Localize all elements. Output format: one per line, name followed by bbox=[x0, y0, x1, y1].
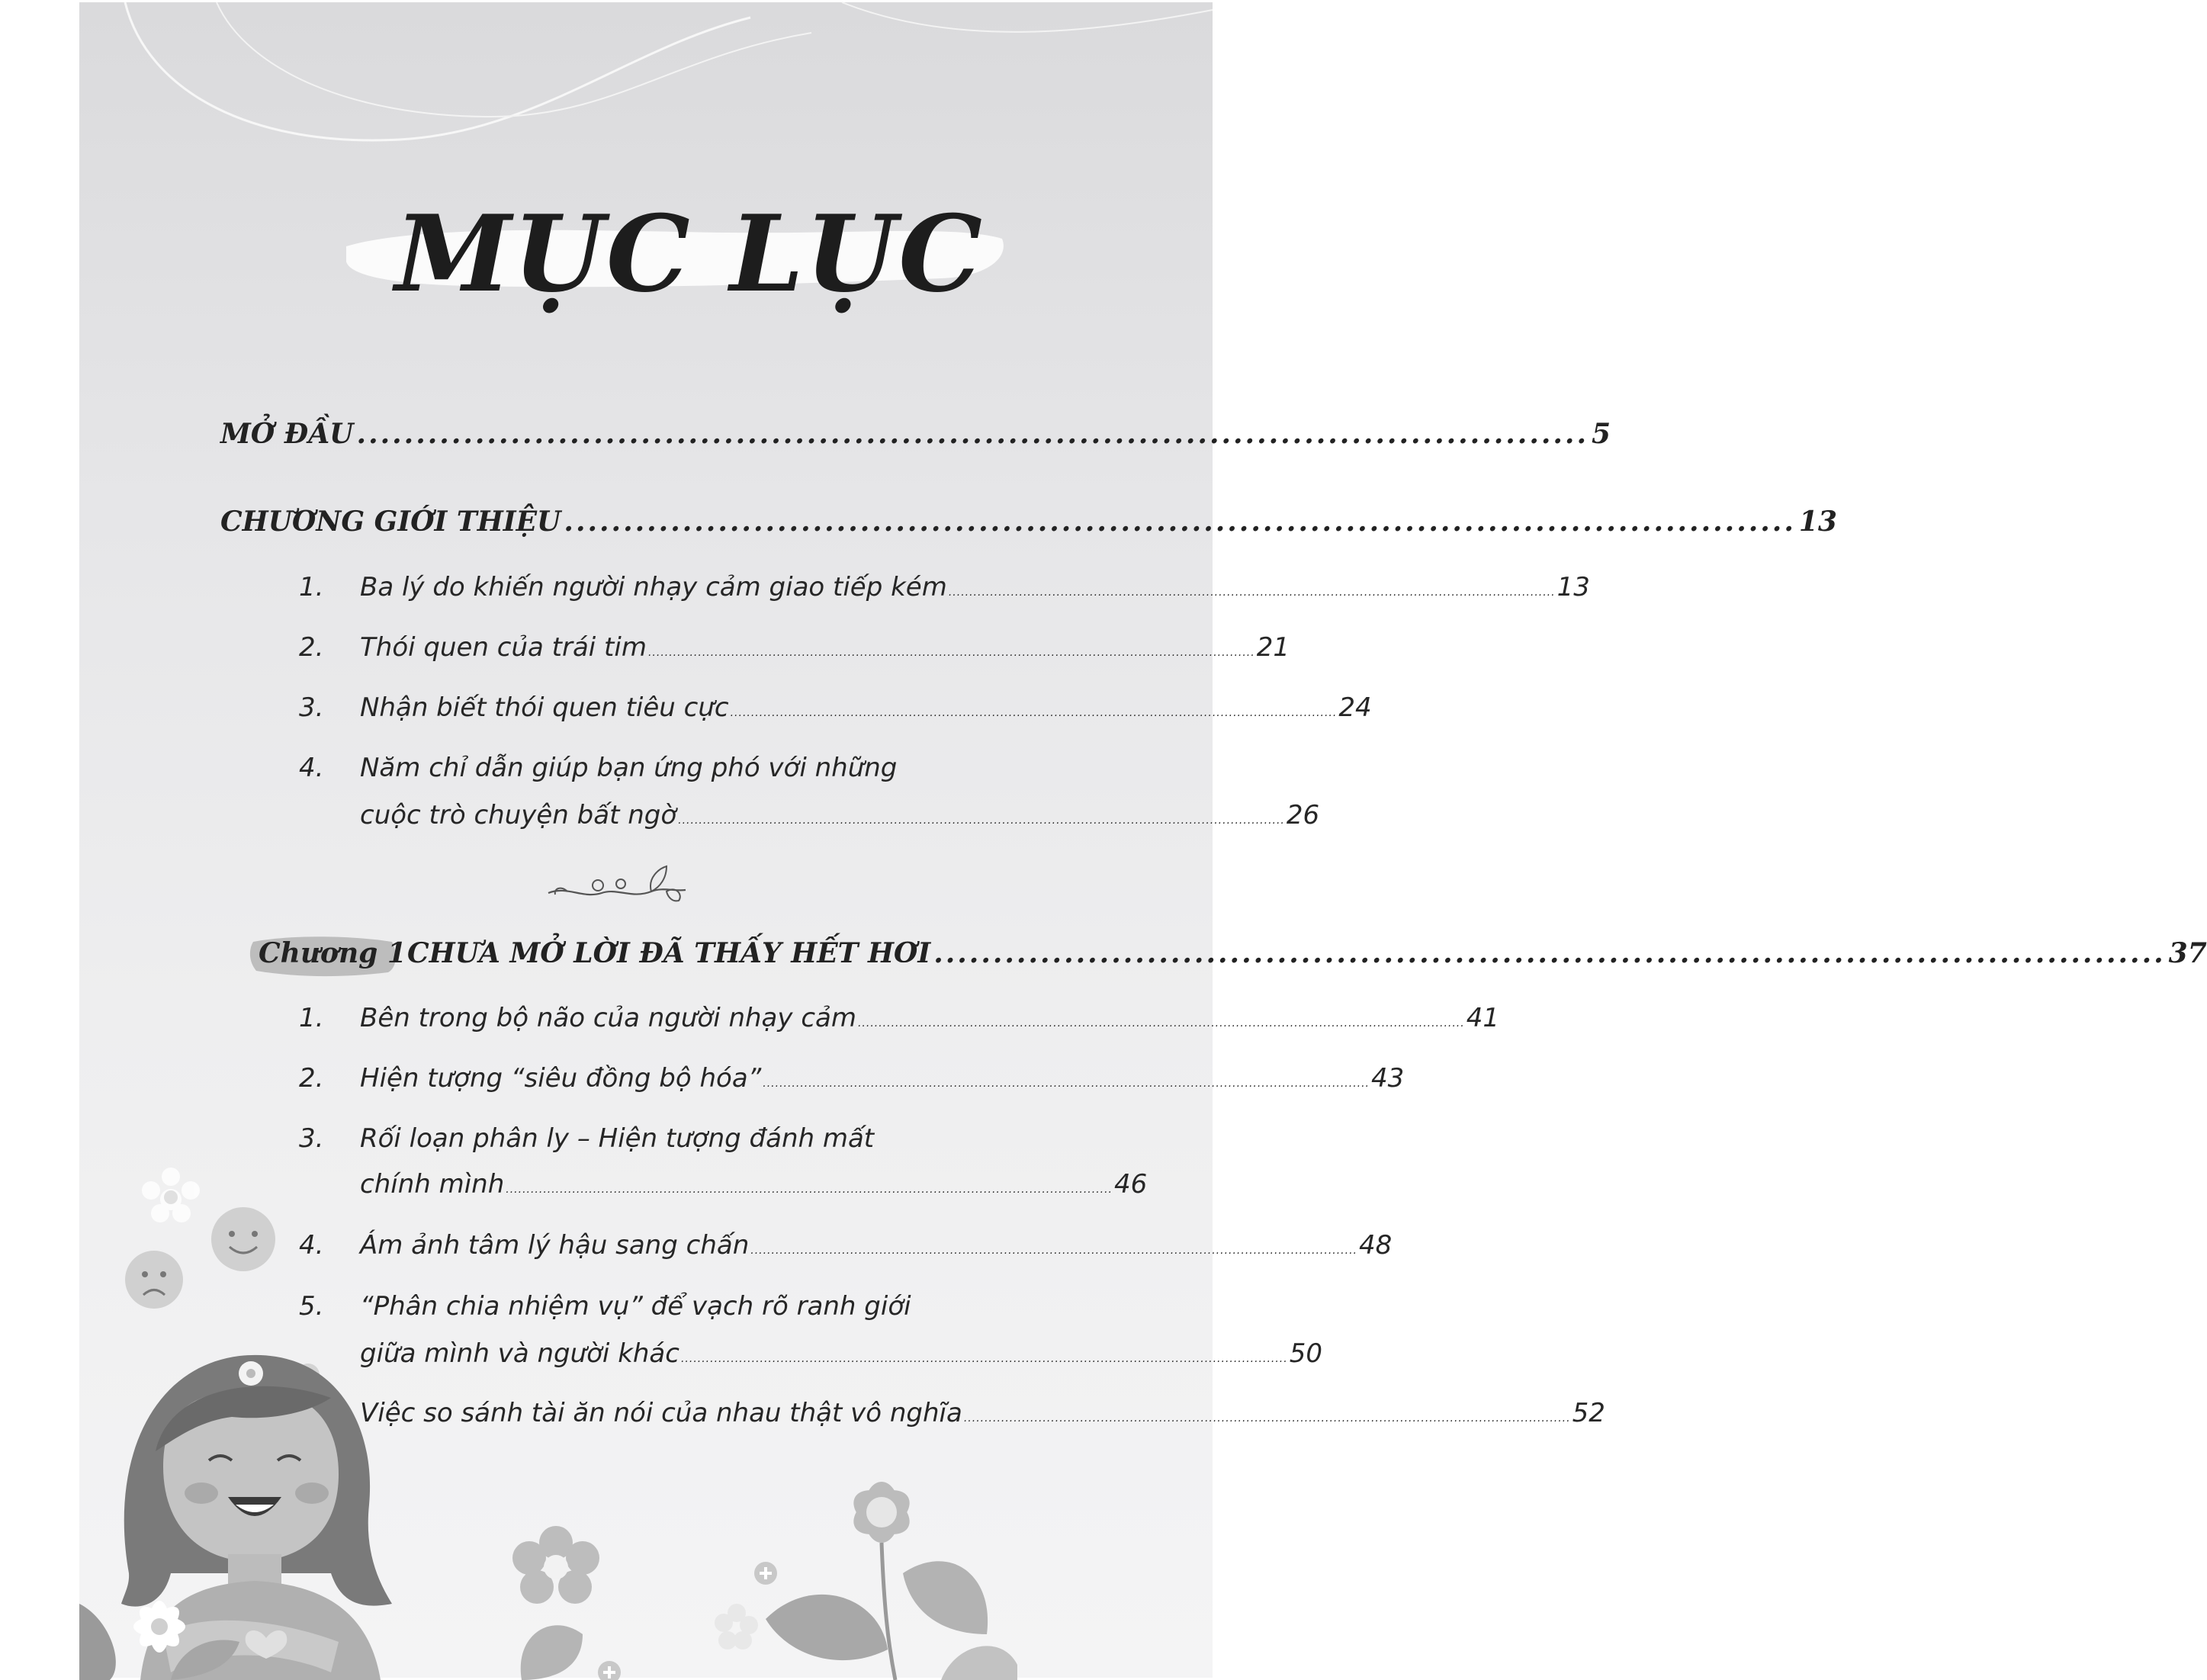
subentry-index: 2. bbox=[299, 1063, 324, 1094]
dot-leader: .................................................................................................................................................. bbox=[948, 586, 1556, 599]
subentry-index: 4. bbox=[299, 753, 324, 783]
subentry-label: Hiện tượng “siêu đồng bộ hóa” bbox=[360, 1063, 762, 1094]
subentry-page-number: 21 bbox=[1256, 632, 1290, 663]
toc-page-number: 5 bbox=[1592, 418, 1611, 450]
toc-page-number: 13 bbox=[1798, 506, 1837, 538]
toc-entry-label: MỞ ĐẦU bbox=[220, 418, 354, 450]
subentry-page-number: 41 bbox=[1466, 1003, 1499, 1033]
subentry-label: Thói quen của trái tim bbox=[360, 632, 647, 663]
subentry-page-number: 50 bbox=[1289, 1338, 1322, 1369]
subentry-page-number: 43 bbox=[1371, 1063, 1405, 1094]
toc-entry-intro[interactable] bbox=[220, 418, 1611, 450]
dot-leader: ........................................................................................................ bbox=[356, 418, 1589, 450]
toc-subentry[interactable] bbox=[299, 632, 1290, 670]
dot-leader: .................................................................................................................................................. bbox=[750, 1245, 1357, 1257]
subentry-page-number: 46 bbox=[1114, 1169, 1148, 1200]
toc-page-number: 37 bbox=[2168, 937, 2207, 969]
subentry-index: 4. bbox=[299, 1230, 324, 1261]
sad-face-icon bbox=[125, 1251, 183, 1309]
toc-subentry[interactable] bbox=[299, 753, 1320, 837]
dot-leader: .................................................................................................................................................. bbox=[680, 1353, 1288, 1365]
plus-icon bbox=[598, 1661, 621, 1680]
dot-leader: .................................................................................................................................................. bbox=[763, 1078, 1370, 1090]
girl-illustration bbox=[79, 1146, 1213, 1680]
toc-entry-label: CHƯA MỞ LỜI ĐÃ THẤY HẾT HƠI bbox=[407, 937, 931, 969]
subentry-label: Rối loạn phân ly – Hiện tượng đánh mất bbox=[360, 1123, 875, 1154]
subentry-index: 1. bbox=[299, 572, 324, 602]
dot-leader: .................................................................................................................................................. bbox=[963, 1412, 1571, 1425]
subentry-label-continued: giữa mình và người khác bbox=[360, 1338, 679, 1369]
subentry-label: Ám ảnh tâm lý hậu sang chấn bbox=[360, 1230, 750, 1261]
subentry-label-continued: chính mình bbox=[360, 1169, 505, 1200]
subentry-label: Bên trong bộ não của người nhạy cảm bbox=[360, 1003, 856, 1033]
subentry-label: Nhận biết thói quen tiêu cực bbox=[360, 692, 729, 723]
toc-entry-chapter-intro[interactable] bbox=[220, 506, 1837, 538]
subentry-label-continued: cuộc trò chuyện bất ngờ bbox=[360, 800, 677, 830]
subentry-page-number: 52 bbox=[1572, 1398, 1605, 1428]
dot-leader: .................................................................................................................................................. bbox=[506, 1184, 1113, 1196]
book-page bbox=[79, 2, 2207, 1678]
dot-leader: .................................................................................................................................................. bbox=[678, 814, 1285, 827]
title-block bbox=[331, 189, 1017, 319]
dot-leader: .................................................................................................................................................. bbox=[647, 647, 1255, 659]
dot-leader: .................................................................................................................................................. bbox=[857, 1017, 1465, 1030]
subentry-page-number: 48 bbox=[1358, 1230, 1393, 1261]
dot-leader: ........................................................................................................ bbox=[564, 506, 1796, 538]
page-title: MỤC LỤC bbox=[394, 191, 985, 316]
vine-ornament bbox=[545, 862, 689, 916]
subentry-index: 3. bbox=[299, 692, 324, 723]
decorative-curves bbox=[79, 2, 1213, 201]
subentry-page-number: 24 bbox=[1338, 692, 1372, 723]
smiley-face-icon bbox=[211, 1207, 275, 1271]
subentry-index: 2. bbox=[299, 632, 324, 663]
plus-icon bbox=[754, 1562, 777, 1585]
subentry-page-number: 13 bbox=[1556, 572, 1590, 602]
subentry-label: Ba lý do khiến người nhạy cảm giao tiếp kém bbox=[360, 572, 947, 602]
subentry-index: 5. bbox=[299, 1291, 324, 1322]
dot-leader: .................................................................................................................................................. bbox=[730, 707, 1338, 719]
subentry-label: Năm chỉ dẫn giúp bạn ứng phó với những bbox=[360, 753, 898, 783]
dot-leader: ........................................................................................................ bbox=[933, 937, 2166, 969]
chapter-badge: Chương 1 bbox=[259, 937, 406, 969]
toc-entry-chapter-1[interactable] bbox=[407, 937, 2207, 969]
subentry-index: 3. bbox=[299, 1123, 324, 1154]
subentry-page-number: 26 bbox=[1286, 800, 1320, 830]
subentry-label: Việc so sánh tài ăn nói của nhau thật vô nghĩa bbox=[360, 1398, 962, 1428]
toc-entry-label: CHƯƠNG GIỚI THIỆU bbox=[220, 506, 561, 538]
toc-subentry[interactable] bbox=[299, 1003, 1499, 1041]
toc-subentry[interactable] bbox=[299, 692, 1372, 731]
toc-subentry[interactable] bbox=[299, 572, 1590, 610]
subentry-label: “Phân chia nhiệm vụ” để vạch rõ ranh giới bbox=[360, 1291, 911, 1322]
subentry-index: 1. bbox=[299, 1003, 324, 1033]
toc-subentry[interactable] bbox=[299, 1063, 1405, 1101]
